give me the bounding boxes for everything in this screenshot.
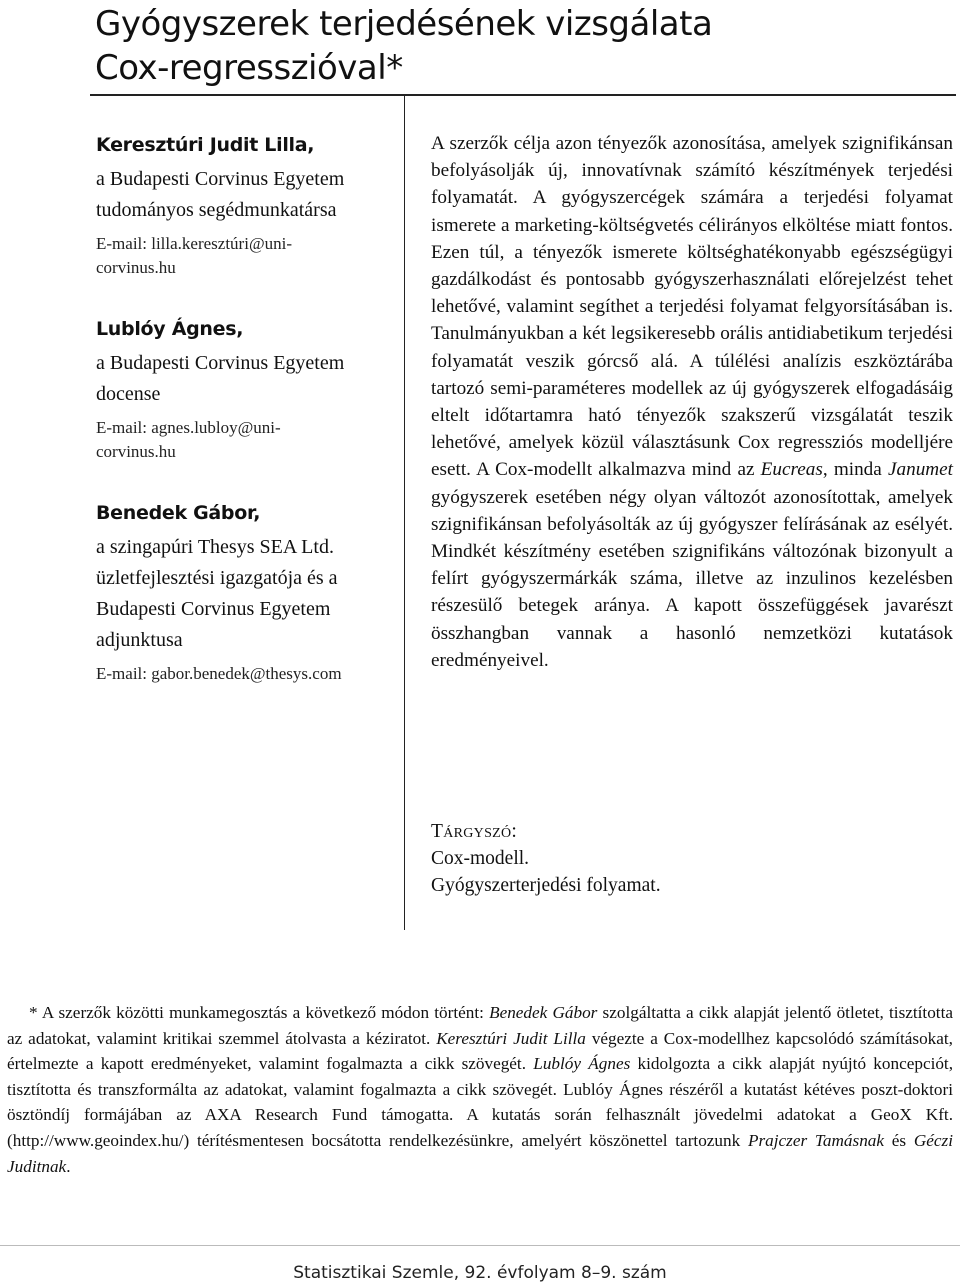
drug-name: Janumet: [887, 459, 953, 481]
affiliation-line: docense: [96, 383, 161, 405]
keyword-item: Gyógyszerterjedési folyamat.: [431, 875, 661, 896]
email-line: corvinus.hu: [96, 442, 176, 461]
footnote-segment: szolgáltatta a cikk alapját jelentő ötletet, tisztította az adatokat, valamint kritikai szemmel átolvasta a kéziratot.: [7, 1003, 953, 1048]
person-name: Prajczer Tamásnak: [747, 1130, 885, 1150]
author-name: Keresztúri Judit Lilla,: [96, 134, 315, 156]
title-line-2: Cox-regresszióval*: [95, 48, 403, 88]
author-name: Benedek Gábor,: [96, 502, 261, 524]
footnote-segment: * A szerzők közötti munkamegosztás a következő módon történt:: [29, 1003, 490, 1022]
abstract-segment: gyógyszerek esetében négy olyan változót azonosítottak, amelyek szignifikánsan befolyásolták az új gyógyszer felírásának az esélyét. Mindkét készítmény esetében szignifikáns változónak bizonyult a felírt gyógyszermárkák száma, illetve az inzulinos kezelésben részesülő betegek aránya. A kapott összefüggések javarészt összhangban vannak a hasonló nemzetközi kutatások eredményeivel.: [431, 486, 953, 671]
footer-rule: [0, 1245, 960, 1246]
abstract-segment: , minda: [822, 459, 888, 481]
keywords: [431, 818, 931, 899]
email-line: E-mail: gabor.benedek@thesys.com: [96, 664, 342, 683]
keywords-label: Tárgyszó:: [431, 821, 518, 842]
author-block: [96, 500, 396, 686]
article-title: [95, 2, 935, 90]
author-list: [96, 132, 396, 722]
title-rule: [90, 94, 956, 96]
footnote-text: [7, 1000, 953, 1179]
affiliation-line: Budapesti Corvinus Egyetem: [96, 598, 331, 620]
author-email[interactable]: [96, 662, 396, 686]
author-affiliation: [96, 348, 396, 410]
person-name: Keresztúri Judit Lilla: [436, 1028, 586, 1048]
footnote-segment: kidolgozta a cikk alapját nyújtó koncepciót, tisztította és transzformálta az adatokat, valamint fogalmazta a cikk szövegét. Lublóy Ágnes részéről a kutatást kétéves poszt-doktori ösztöndíj formájában az AXA Research Fund támogatta. A kutatás során felhasznált jövedelmi adatokat a GeoX Kft. (http://www.geoindex.hu/) térítésmentesen bocsátotta rendelkezésünkre, amelyért köszönettel tartozunk: [7, 1054, 954, 1150]
footnote-segment: .: [66, 1156, 71, 1176]
email-line: E-mail: agnes.lubloy@uni-: [96, 418, 281, 437]
author-affiliation: [96, 532, 396, 656]
drug-name: Eucreas: [760, 459, 823, 481]
page-footer: Statisztikai Szemle, 92. évfolyam 8–9. szám: [293, 1263, 667, 1283]
author-block: [96, 132, 396, 280]
abstract-segment: A szerzők célja azon tényezők azonosítása, amelyek szignifikánsan befolyásolják új, innovatívnak számító készítmények terjedési folyamatát. A gyógyszercégek számára a terjedési folyamat ismerete a marketing-költségvetés célirányos elköltése miatt fontos. Ezen túl, a tényezők ismerete költséghatékonyabb egészségügyi gazdálkodást és pontosabb gyógyszerhasználati előrejelzést tehet lehetővé, valamint segíthet a terjedési folyamat felgyorsításában is. Tanulmányukban a két legsikeresebb orális antidiabetikum terjedési folyamatát veszik górcső alá. A túlélési analízis eszköztárába tartozó semi-paraméteres modellek az új gyógyszerek elfogadásáig eltelt időtartamra ható tényezők szakszerű vizsgálatát teszik lehetővé, amelyek közül választásunk Cox regressziós modelljére esett. A Cox-modellt alkalmazva mind az: [431, 133, 953, 481]
abstract: [431, 130, 953, 674]
abstract-text: [431, 130, 953, 674]
author-email[interactable]: [96, 416, 396, 464]
person-name: Lublóy Ágnes: [533, 1054, 631, 1074]
keyword-item: Cox-modell.: [431, 848, 530, 869]
footnote-segment: és: [884, 1130, 914, 1150]
affiliation-line: a Budapesti Corvinus Egyetem: [96, 352, 345, 374]
author-name: Lublóy Ágnes,: [96, 318, 244, 340]
affiliation-line: adjunktusa: [96, 629, 183, 651]
footnote-segment: végezte a Cox-modellhez kapcsolódó számításokat, értelmezte a kapott eredményeket, valamint fogalmazta a cikk szövegét.: [7, 1028, 953, 1074]
affiliation-line: a Budapesti Corvinus Egyetem: [96, 168, 345, 190]
affiliation-line: a szingapúri Thesys SEA Ltd.: [96, 536, 334, 558]
person-name: Géczi Juditnak: [7, 1130, 953, 1176]
affiliation-line: tudományos segédmunkatársa: [96, 199, 337, 221]
author-email[interactable]: [96, 232, 396, 280]
email-line: corvinus.hu: [96, 258, 176, 277]
author-affiliation: [96, 164, 396, 226]
email-line: E-mail: lilla.keresztúri@uni-: [96, 234, 292, 253]
title-line-1: Gyógyszerek terjedésének vizsgálata: [95, 4, 713, 44]
person-name: Benedek Gábor: [489, 1003, 598, 1022]
footnote: [7, 1000, 953, 1179]
affiliation-line: üzletfejlesztési igazgatója és a: [96, 567, 338, 589]
column-divider: [404, 96, 405, 930]
author-block: [96, 316, 396, 464]
